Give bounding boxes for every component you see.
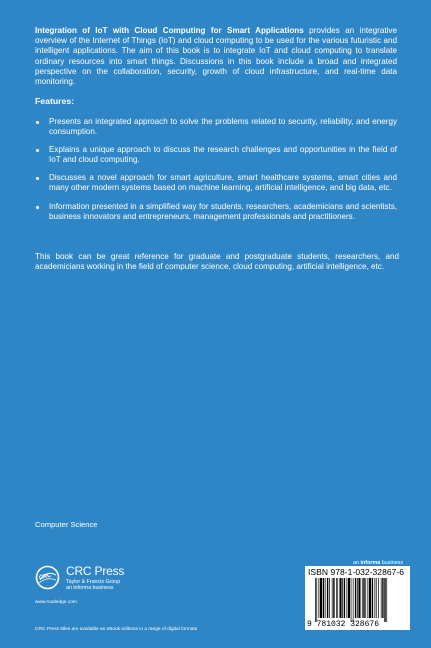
- barcode-bar: [347, 578, 348, 618]
- barcode-bar: [351, 578, 352, 622]
- isbn-barcode-panel: [305, 566, 410, 630]
- informa-suffix: business: [380, 560, 404, 566]
- bullet-icon: [36, 177, 39, 180]
- barcode-bar: [381, 578, 382, 618]
- feature-text: Presents an integrated approach to solve the problems related to security, reliability, and energy consumption.: [49, 117, 397, 137]
- feature-text: Discusses a novel approach for smart agriculture, smart healthcare systems, smart cities and many other modern systems based on machine learning, artificial intelligence, and big data, etc.: [49, 173, 397, 193]
- bullet-icon: [36, 149, 39, 152]
- barcode-bar: [353, 578, 354, 622]
- ebook-note: CRC Press titles are available as eBook editions in a range of digital formats: [35, 627, 198, 632]
- intro-body: provides an integrative overview of the Internet of Things (IoT) and cloud computing to be used for the various futuristic and intelligent applications. The aim of this book is to integrate IoT and cloud computing to translate ordinary resources into smart things. Discussions in this book include a broad and integrated perspective on the collaboration, security, growth of cloud infrastructure, and real-time data monitoring.: [35, 26, 397, 87]
- barcode-image: [315, 578, 401, 622]
- barcode-bar: [355, 578, 356, 618]
- barcode-bar: [376, 578, 377, 618]
- publisher-group-name: Taylor & Francis Group: [66, 579, 121, 585]
- barcode-bar: [340, 578, 342, 618]
- feature-text: Information presented in a simplified way for students, researchers, academicians and scientists, business innovators and entrepreneurs, management professionals and practitioners.: [49, 201, 397, 221]
- feature-item: [35, 202, 397, 222]
- publisher-url: www.routledge.com: [35, 600, 77, 605]
- subject-category: Computer Science: [35, 520, 98, 529]
- bullet-icon: [36, 121, 39, 124]
- publisher-group: [66, 579, 120, 592]
- feature-item: [35, 145, 397, 165]
- publisher-business: an informa business: [66, 585, 114, 592]
- barcode-bar: [365, 578, 366, 618]
- barcode-bar: [363, 578, 364, 618]
- publisher-name: CRC Press: [66, 564, 125, 578]
- closing-paragraph: This book can be great reference for graduate and postgraduate students, researchers, and academicians working in the field of computer science, cloud computing, artificial intelligence, etc.: [35, 252, 399, 272]
- book-title-lead: Integration of IoT with Cloud Computing for Smart Applications: [35, 26, 304, 35]
- barcode-bar: [358, 578, 360, 618]
- publisher-block: [35, 563, 157, 613]
- feature-item: [35, 117, 397, 137]
- barcode-bar: [378, 578, 379, 618]
- barcode-bar: [325, 578, 326, 618]
- barcode-bar: [327, 578, 328, 618]
- barcode-bar: [332, 578, 333, 618]
- barcode-bar: [319, 578, 320, 618]
- barcode-bar: [369, 578, 371, 618]
- features-heading: Features:: [35, 96, 75, 106]
- barcode-bar: [320, 578, 322, 618]
- barcode-bar: [386, 578, 387, 622]
- barcode-bar: [375, 578, 376, 618]
- feature-item: [35, 173, 397, 193]
- barcode-digits: 9 781032 328676: [307, 620, 380, 629]
- barcode-bar: [368, 578, 369, 618]
- logo-lettering: CRC: [38, 572, 52, 582]
- features-list: [35, 117, 397, 230]
- isbn-number: ISBN 978-1-032-32867-6: [308, 567, 405, 577]
- feature-text: Explains a unique approach to discuss the research challenges and opportunities in the field of IoT and cloud computing.: [49, 145, 397, 165]
- barcode-bar: [315, 578, 316, 622]
- barcode-bar: [336, 578, 337, 618]
- barcode-bar: [382, 578, 383, 618]
- barcode-bar: [337, 578, 338, 618]
- barcode-bar: [348, 578, 350, 618]
- informa-prefix: an: [353, 560, 361, 566]
- barcode-bar: [384, 578, 385, 622]
- barcode-bar: [342, 578, 343, 618]
- barcode-bar: [323, 578, 324, 618]
- informa-brand: informa: [360, 560, 381, 566]
- barcode-bar: [316, 578, 317, 622]
- intro-paragraph: [35, 26, 397, 87]
- barcode-bar: [333, 578, 334, 618]
- barcode-bar: [357, 578, 358, 618]
- barcode-bar: [329, 578, 330, 618]
- barcode-bar: [344, 578, 345, 618]
- bullet-icon: [36, 206, 39, 209]
- barcode-bar: [362, 578, 363, 618]
- barcode-bar: [372, 578, 373, 618]
